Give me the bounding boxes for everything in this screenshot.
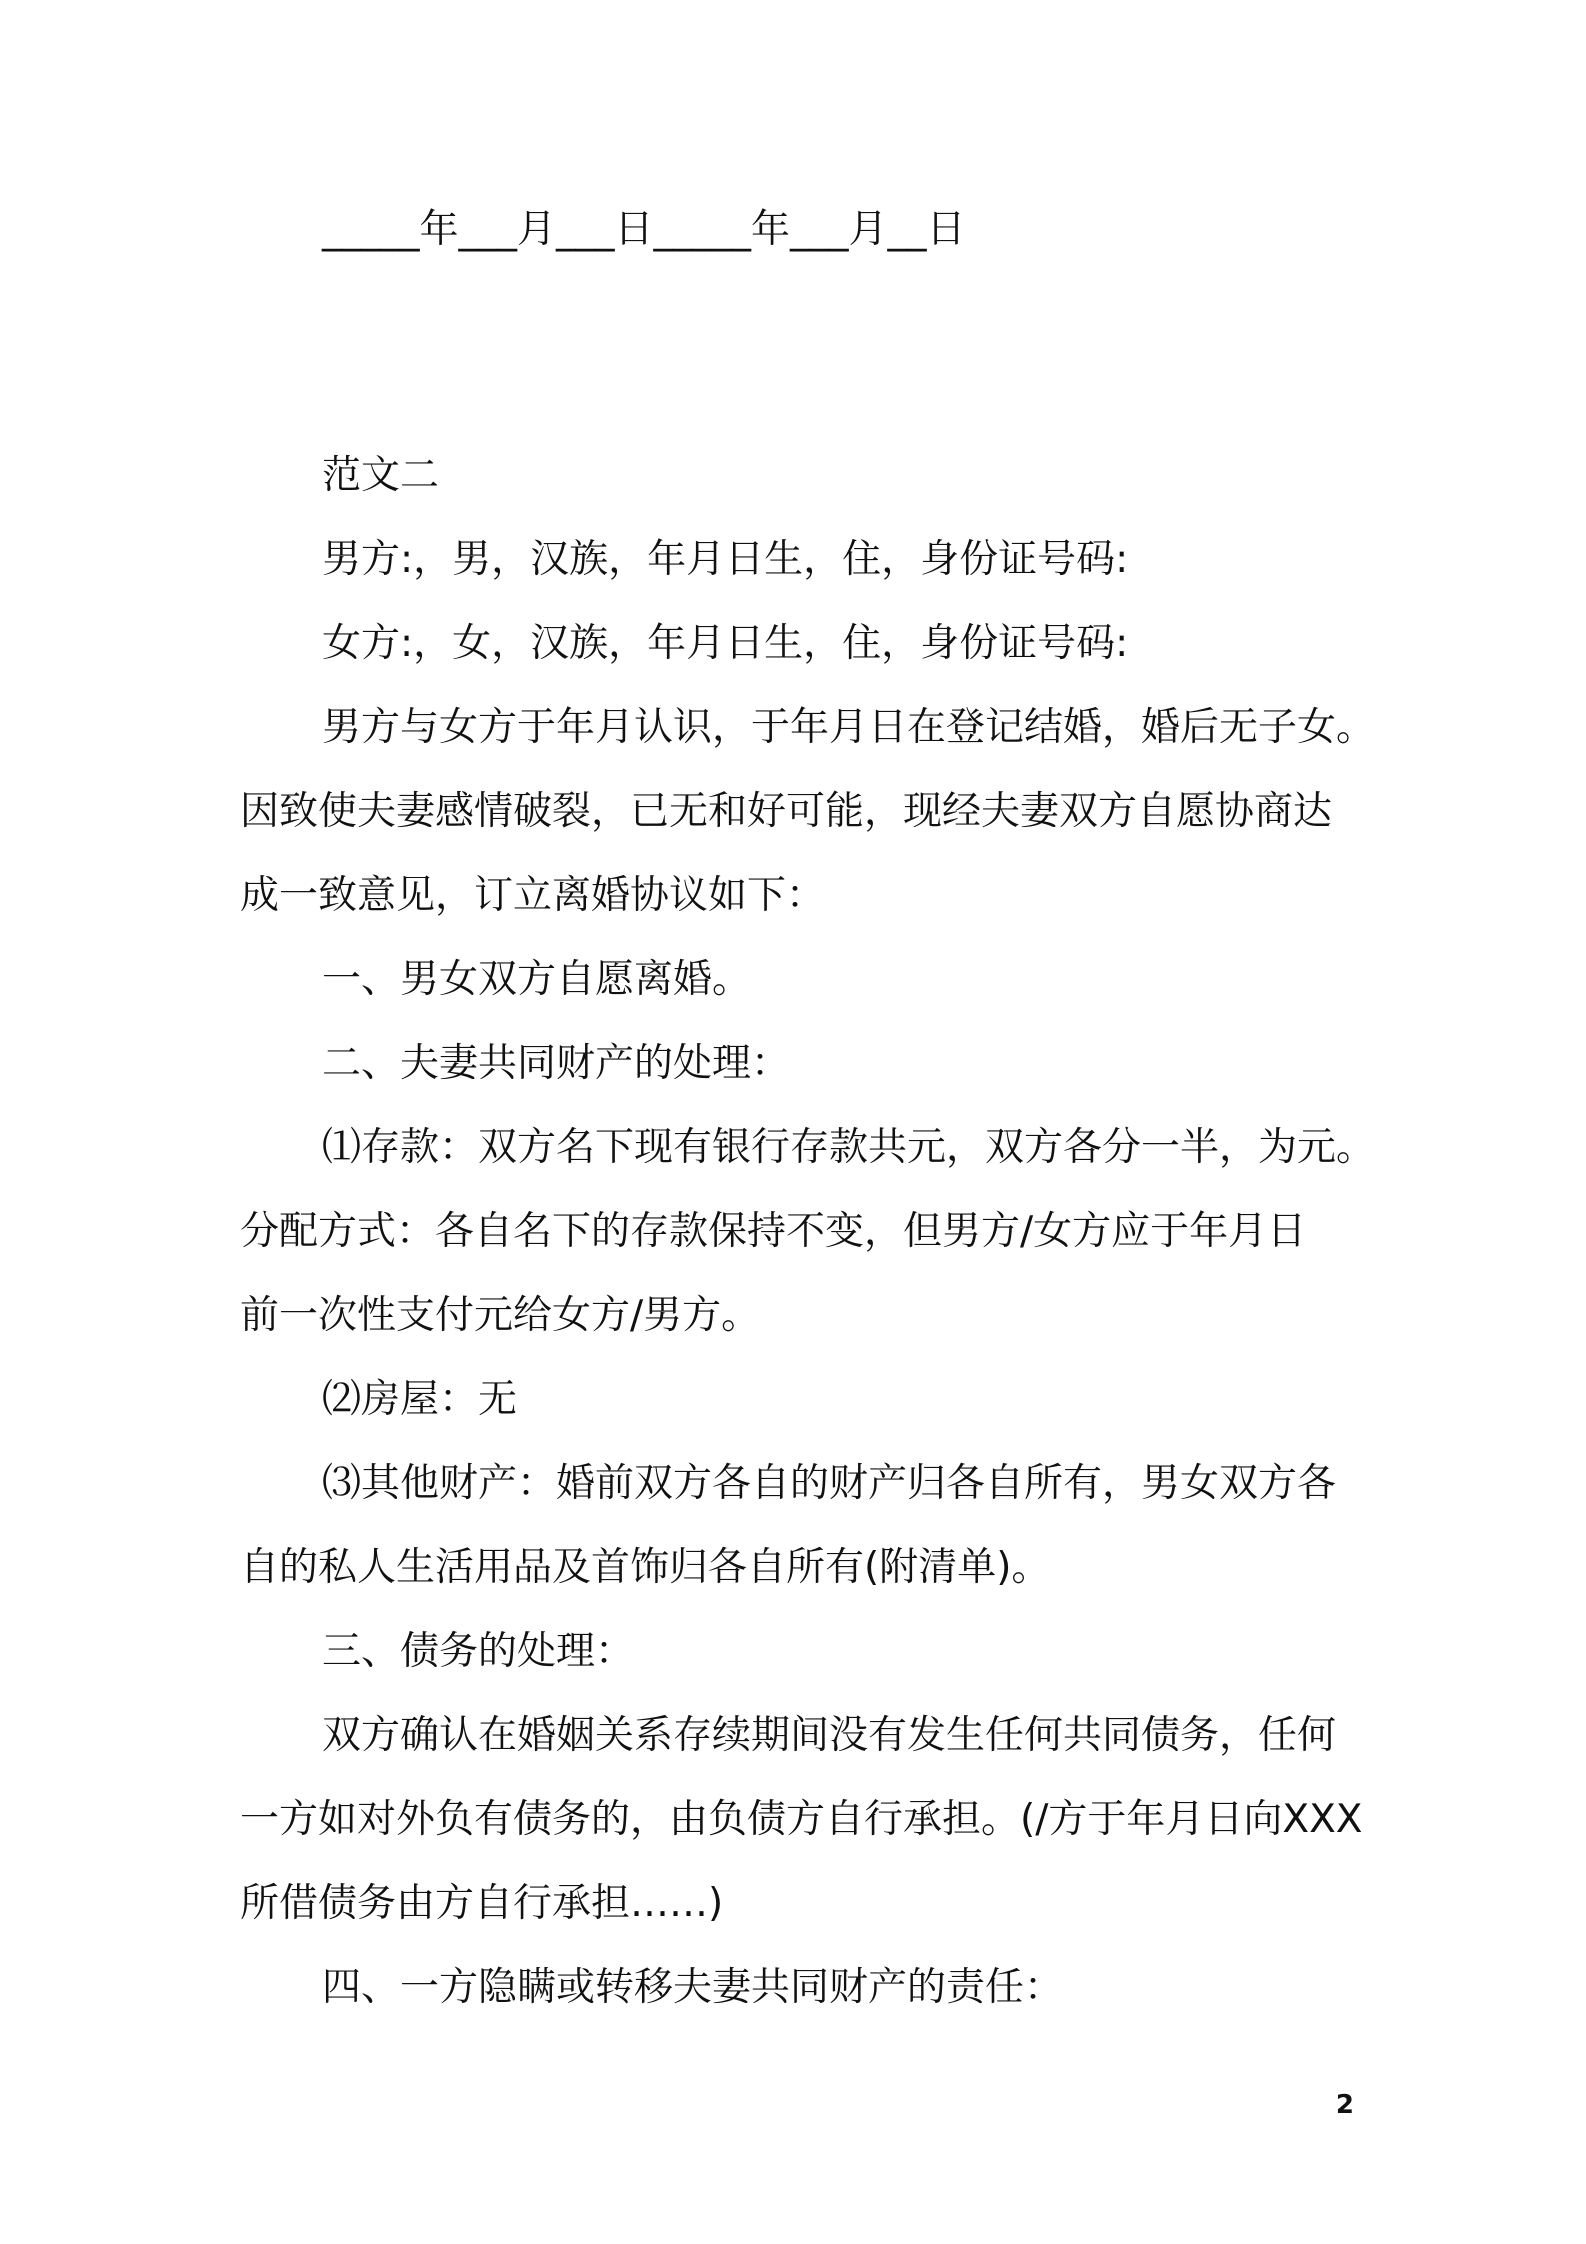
paragraph-line: 三、债务的处理：	[322, 1629, 635, 1674]
paragraph-line: 四、一方隐瞒或转移夫妻共同财产的责任：	[322, 1965, 1064, 2010]
paragraph-line: 所借债务由方自行承担……)	[240, 1881, 724, 1926]
page-number: 2	[1335, 2090, 1354, 2120]
paragraph-line: ⑵房屋：无	[322, 1377, 518, 1422]
paragraph-line: 因致使夫妻感情破裂，已无和好可能，现经夫妻双方自愿协商达	[240, 789, 1333, 834]
paragraph-line: 一方如对外负有债务的，由负债方自行承担。(/方于年月日向XXX	[240, 1797, 1363, 1842]
paragraph-line: 成一致意见，订立离婚协议如下：	[240, 873, 826, 918]
paragraph-line: 男方与女方于年月认识，于年月日在登记结婚，婚后无子女。	[322, 705, 1376, 750]
section-title: 范文二	[322, 453, 440, 498]
paragraph-line: 女方:，女，汉族，年月日生，住，身份证号码:	[322, 621, 1129, 666]
paragraph-line: 自的私人生活用品及首饰归各自所有(附清单)。	[240, 1545, 1051, 1590]
paragraph-line: 前一次性支付元给女方/男方。	[240, 1293, 761, 1338]
paragraph-line: 双方确认在婚姻关系存续期间没有发生任何共同债务，任何	[322, 1713, 1337, 1758]
paragraph-line: 男方:，男，汉族，年月日生，住，身份证号码:	[322, 537, 1129, 582]
paragraph-line: 二、夫妻共同财产的处理：	[322, 1041, 791, 1086]
paragraph-line: 分配方式：各自名下的存款保持不变，但男方/女方应于年月日	[240, 1209, 1307, 1254]
paragraph-line: 一、男女双方自愿离婚。	[322, 957, 752, 1002]
paragraph-line: ⑶其他财产：婚前双方各自的财产归各自所有，男女双方各	[322, 1461, 1337, 1506]
paragraph-line: ⑴存款：双方名下现有银行存款共元，双方各分一半，为元。	[322, 1125, 1376, 1170]
date-line: _____年___月___日_____年___月__日	[322, 207, 966, 252]
